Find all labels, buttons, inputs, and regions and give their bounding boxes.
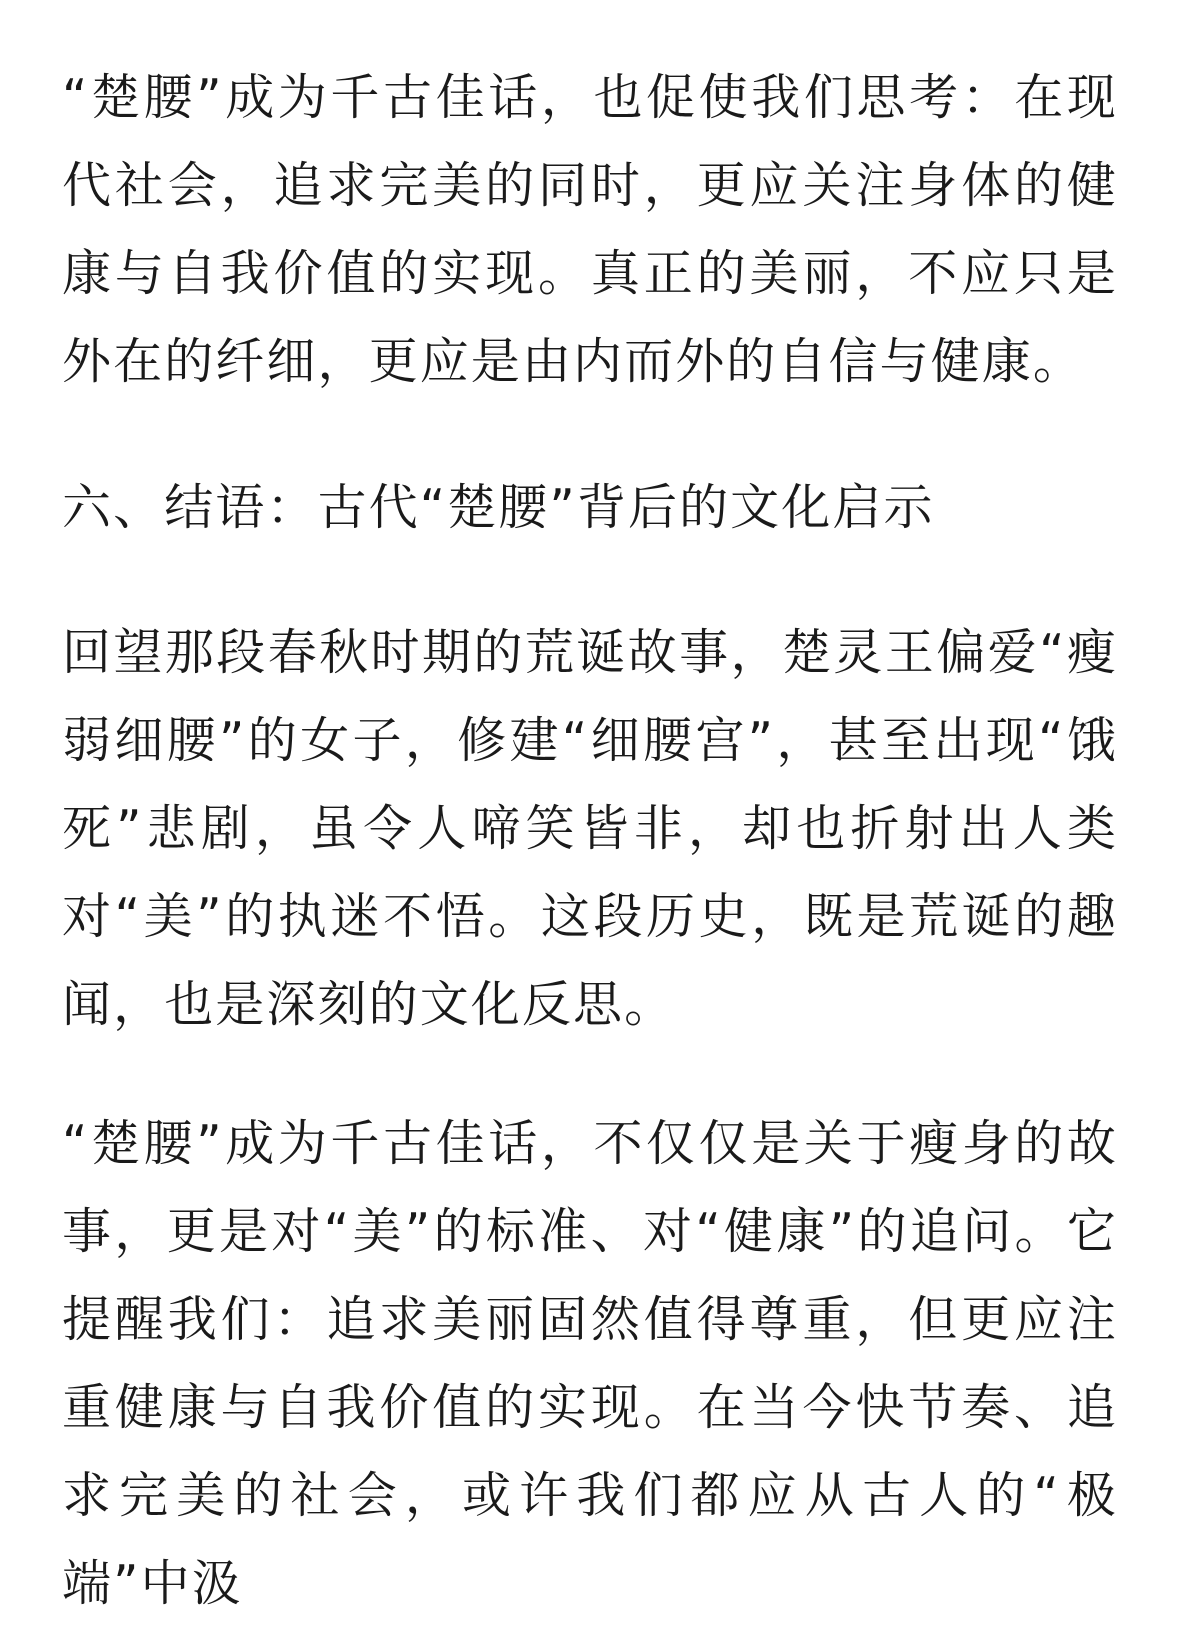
article-paragraph: “楚腰”成为千古佳话，不仅仅是关于瘦身的故事，更是对“美”的标准、对“健康”的追问。它提醒我们：追求美丽固然值得尊重，但更应注重健康与自我价值的实现。在当今快节奏、追求完美的社会，或许我们都应从古人的“极端”中汲	[62, 1115, 1118, 1612]
article-paragraph: 回望那段春秋时期的荒诞故事，楚灵王偏爱“瘦弱细腰”的女子，修建“细腰宫”，甚至出现“饿死”悲剧，虽令人啼笑皆非，却也折射出人类对“美”的执迷不悟。这段历史，既是荒诞的趣闻，也是深刻的文化反思。	[62, 624, 1118, 1033]
section-heading: 六、结语：古代“楚腰”背后的文化启示	[62, 479, 935, 536]
article-paragraph: “楚腰”成为千古佳话，也促使我们思考：在现代社会，追求完美的同时，更应关注身体的健康与自我价值的实现。真正的美丽，不应只是外在的纤细，更应是由内而外的自信与健康。	[62, 69, 1118, 390]
